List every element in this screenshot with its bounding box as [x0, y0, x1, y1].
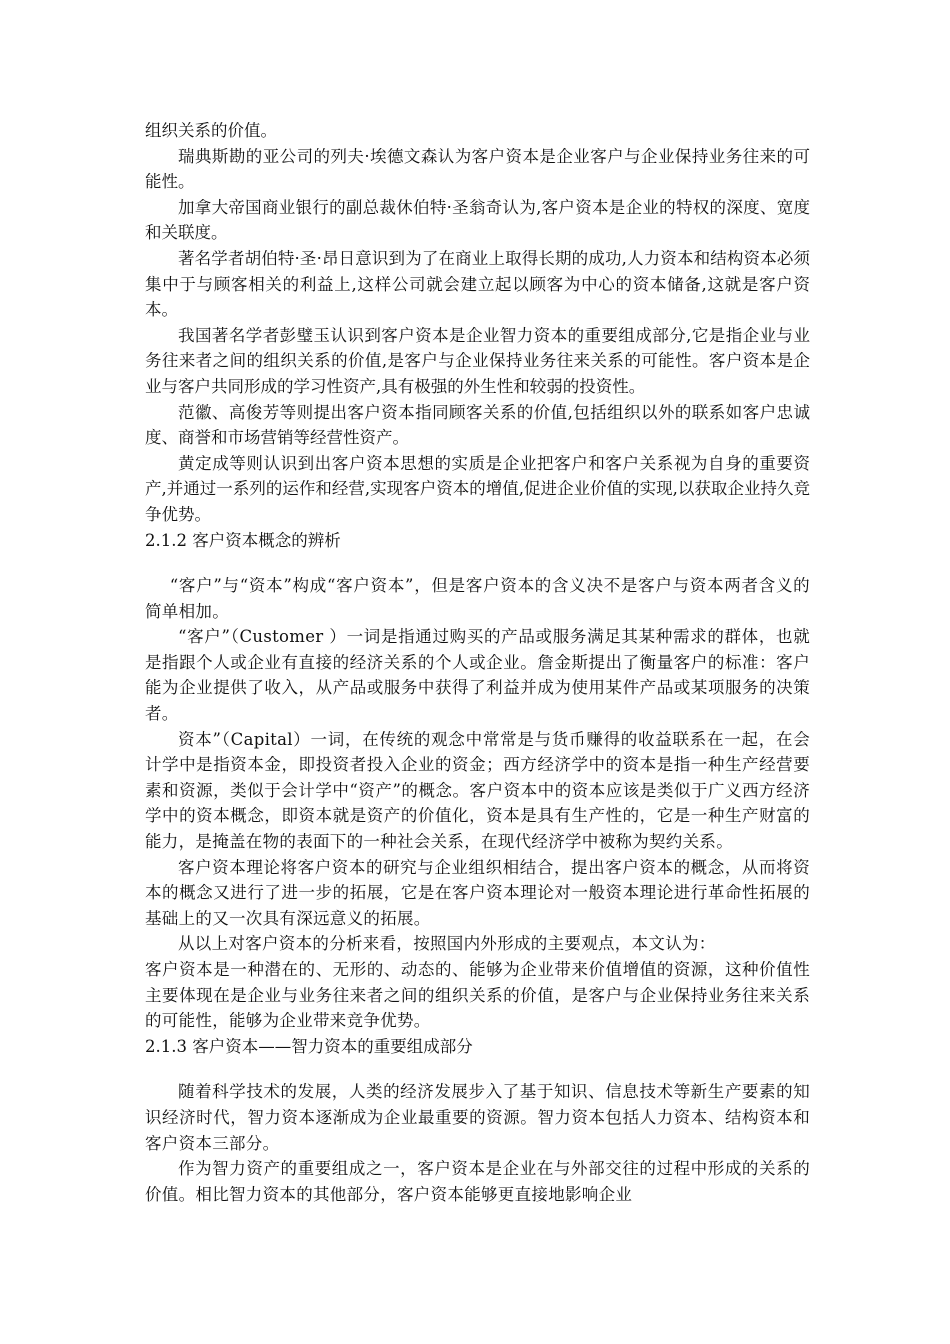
paragraph: 客户资本理论将客户资本的研究与企业组织相结合，提出客户资本的概念，从而将资本的概念又进行了进一步的拓展，它是在客户资本理论对一般资本理论进行革命性拓展的基础上的又一次具有深远意义的拓展。 — [145, 857, 810, 928]
paragraph: 资本”（Capital）一词，在传统的观念中常常是与货币赚得的收益联系在一起，在会计学中是指资本金，即投资者投入企业的资金；西方经济学中的资本是指一种生产经营要素和资源，类似于会计学中“资产”的概念。客户资本中的资本应该是类似于广义西方经济学中的资本概念，即资本就是资产的价值化，资本是具有生产性的，它是一种生产财富的能力，是掩盖在物的表面下的一种社会关系，在现代经济学中被称为契约关系。 — [145, 729, 810, 852]
section-2-1-2-body — [145, 573, 810, 1034]
paragraph: 作为智力资产的重要组成之一，客户资本是企业在与外部交往的过程中形成的关系的价值。相比智力资本的其他部分，客户资本能够更直接地影响企业 — [145, 1159, 810, 1204]
paragraph: 著名学者胡伯特·圣·昂日意识到为了在商业上取得长期的成功,人力资本和结构资本必须集中于与顾客相关的利益上,这样公司就会建立起以顾客为中心的资本储备,这就是客户资本。 — [145, 248, 810, 320]
paragraph: 我国著名学者彭璧玉认识到客户资本是企业智力资本的重要组成部分,它是指企业与业务往来者之间的组织关系的价值,是客户与企业保持业务往来关系的可能性。客户资本是企业与客户共同形成的学习性资产,具有极强的外生性和较弱的投资性。 — [145, 325, 810, 396]
paragraph: “客户”与“资本”构成“客户资本”，但是客户资本的含义决不是客户与资本两者含义的简单相加。 — [145, 576, 810, 621]
paragraph: 从以上对客户资本的分析来看，按照国内外形成的主要观点，本文认为： — [178, 934, 716, 954]
paragraph: 加拿大帝国商业银行的副总裁休伯特·圣翁奇认为,客户资本是企业的特权的深度、宽度和关联度。 — [145, 197, 810, 243]
paragraph: 随着科学技术的发展，人类的经济发展步入了基于知识、信息技术等新生产要素的知识经济时代，智力资本逐渐成为企业最重要的资源。智力资本包括人力资本、结构资本和客户资本三部分。 — [145, 1082, 810, 1153]
paragraph: 客户资本是一种潜在的、无形的、动态的、能够为企业带来价值增值的资源，这种价值性主要体现在是企业与业务往来者之间的组织关系的价值，是客户与企业保持业务往来关系的可能性，能够为企业带来竞争优势。 — [145, 960, 810, 1031]
paragraph: 瑞典斯勘的亚公司的列夫·埃德文森认为客户资本是企业客户与企业保持业务往来的可能性。 — [145, 146, 810, 192]
paragraph-continuation: 组织关系的价值。 — [145, 121, 277, 140]
paragraph: 黄定成等则认识到出客户资本思想的实质是企业把客户和客户关系视为自身的重要资产,并通过一系列的运作和经营,实现客户资本的增值,促进企业价值的实现,以获取企业持久竞争优势。 — [145, 453, 810, 524]
document-body — [145, 118, 810, 1207]
heading-spacer — [145, 1059, 810, 1079]
section-2-1-3-body — [145, 1079, 810, 1207]
section-heading-2-1-2: 2.1.2 客户资本概念的辨析 — [145, 530, 341, 550]
heading-spacer — [145, 553, 810, 573]
section-heading-2-1-3: 2.1.3 客户资本——智力资本的重要组成部分 — [145, 1036, 473, 1056]
paragraph: “客户”（Customer ）一词是指通过购买的产品或服务满足其某种需求的群体，也就是指跟个人或企业有直接的经济关系的个人或企业。詹金斯提出了衡量客户的标准：客户能为企业提供了收入，从产品或服务中获得了利益并成为使用某件产品或某项服务的决策者。 — [145, 627, 810, 724]
paragraph: 范徽、高俊芳等则提出客户资本指同顾客关系的价值,包括组织以外的联系如客户忠诚度、商誉和市场营销等经营性资产。 — [145, 402, 810, 448]
